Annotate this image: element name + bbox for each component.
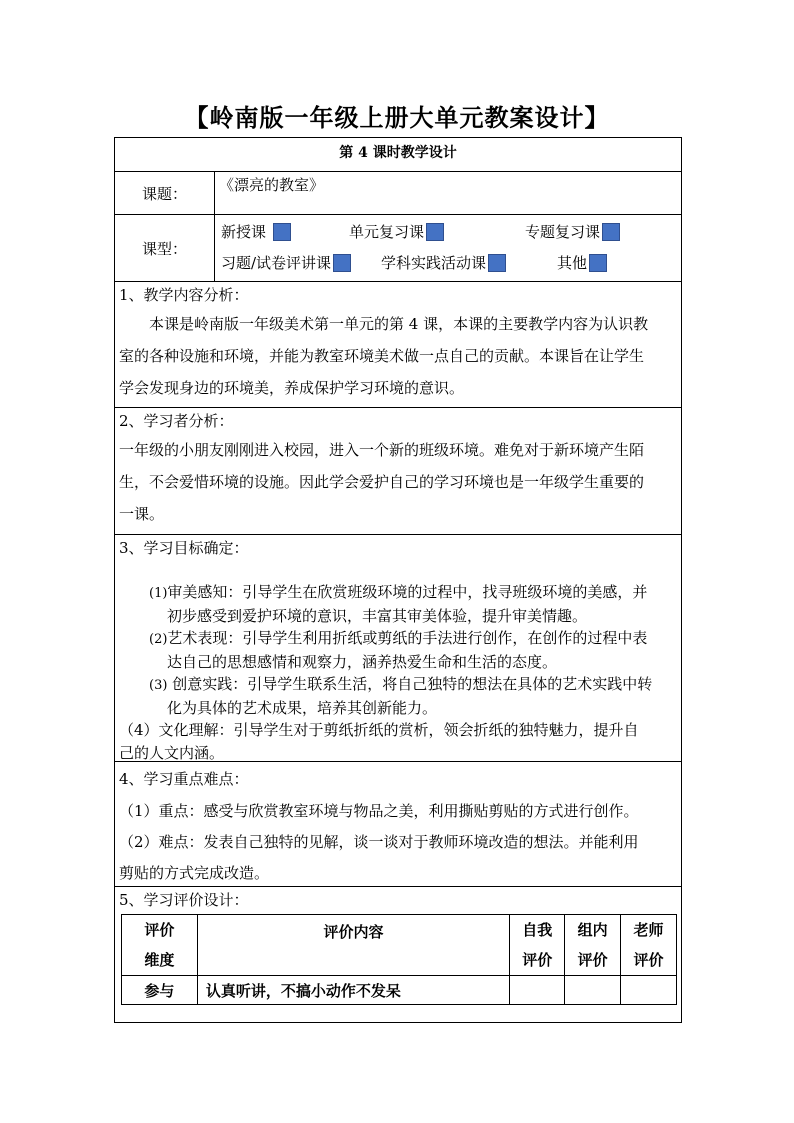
header-dimension: 评价 维度 (122, 915, 198, 976)
section-heading: 1、教学内容分析： (119, 286, 249, 304)
goal-item: （4）文化理解：引导学生对于剪纸折纸的赏析，领会折纸的独特魅力，提升自 己的人文内涵。 (119, 721, 639, 762)
header-self: 自我 评价 (510, 915, 565, 976)
paragraph-line: （1）重点：感受与欣赏教室环境与物品之美，利用撕贴剪贴的方式进行创作。 (119, 802, 639, 820)
evaluation-table (121, 914, 677, 1005)
paragraph-line: 剪贴的方式完成改造。 (119, 864, 270, 882)
row-dimension: 参与 (122, 976, 198, 1005)
topic-value: 《漂亮的教室》 (219, 176, 325, 194)
row-teacher-cell[interactable] (621, 976, 677, 1005)
section-heading: 3、学习目标确定： (119, 539, 249, 557)
paragraph-line: 一课。 (119, 505, 165, 523)
checkbox-icon[interactable] (589, 254, 607, 272)
type-options (215, 215, 681, 281)
option-exercise-review[interactable]: 习题/试卷评讲课 (221, 252, 351, 273)
section-heading: 4、学习重点难点： (119, 770, 249, 788)
lesson-plan-table (114, 137, 682, 1023)
checkbox-icon[interactable] (602, 223, 620, 241)
topic-row (115, 172, 681, 215)
row-content: 认真听讲，不搞小动作不发呆 (197, 976, 509, 1005)
key-difficult-points-section (115, 762, 681, 887)
goal-item: (3) 创意实践：引导学生联系生活，将自己独特的想法在具体的艺术实践中转 化为具体的艺术成果，培养其创新能力。 (149, 675, 653, 717)
evaluation-section (115, 887, 681, 1023)
type-label: 课型： (115, 215, 215, 281)
learning-goals-section (115, 535, 681, 762)
topic-label: 课题： (115, 172, 215, 214)
section-heading: 5、学习评价设计： (119, 891, 249, 909)
checkbox-icon[interactable] (333, 254, 351, 272)
paragraph-line: （2）难点：发表自己独特的见解，谈一谈对于教师环境改造的想法。并能利用 (119, 833, 639, 851)
paragraph-line: 学会发现身边的环境美，养成保护学习环境的意识。 (119, 379, 465, 397)
option-topic-review[interactable]: 专题复习课 (525, 221, 620, 242)
section-heading: 2、学习者分析： (119, 412, 234, 430)
header-group: 组内 评价 (565, 915, 621, 976)
type-row (115, 215, 681, 282)
option-unit-review[interactable]: 单元复习课 (349, 221, 444, 242)
checkbox-icon[interactable] (488, 254, 506, 272)
table-header-row (122, 915, 677, 976)
learner-analysis-section (115, 408, 681, 535)
checkbox-icon[interactable] (273, 223, 291, 241)
lesson-heading: 第 4 课时教学设计 (115, 138, 681, 172)
header-content: 评价内容 (197, 915, 509, 976)
document-title: 【岭南版一年级上册大单元教案设计】 (184, 103, 610, 132)
option-other[interactable]: 其他 (557, 252, 607, 273)
goal-item: (2)艺术表现：引导学生利用折纸或剪纸的手法进行创作，在创作的过程中表 达自己的思想感情和观察力，涵养热爱生命和生活的态度。 (149, 629, 648, 671)
row-group-cell[interactable] (565, 976, 621, 1005)
table-row (122, 976, 677, 1005)
checkbox-icon[interactable] (426, 223, 444, 241)
paragraph-line: 生，不会爱惜环境的设施。因此学会爱护自己的学习环境也是一年级学生重要的 (119, 473, 645, 491)
goal-item: (1)审美感知：引导学生在欣赏班级环境的过程中，找寻班级环境的美感，并 初步感受到爱护环境的意识，丰富其审美体验，提升审美情趣。 (149, 583, 648, 625)
header-teacher: 老师 评价 (621, 915, 677, 976)
row-self-cell[interactable] (510, 976, 565, 1005)
paragraph-line: 一年级的小朋友刚刚进入校园，进入一个新的班级环境。难免对于新环境产生陌 (119, 441, 645, 459)
paragraph-line: 室的各种设施和环境，并能为教室环境美术做一点自己的贡献。本课旨在让学生 (119, 347, 645, 365)
paragraph-line: 本课是岭南版一年级美术第一单元的第 4 课，本课的主要教学内容为认识教 (149, 315, 649, 333)
content-analysis-section (115, 282, 681, 408)
option-new-lesson[interactable]: 新授课 (221, 221, 291, 242)
option-practice-activity[interactable]: 学科实践活动课 (381, 252, 506, 273)
